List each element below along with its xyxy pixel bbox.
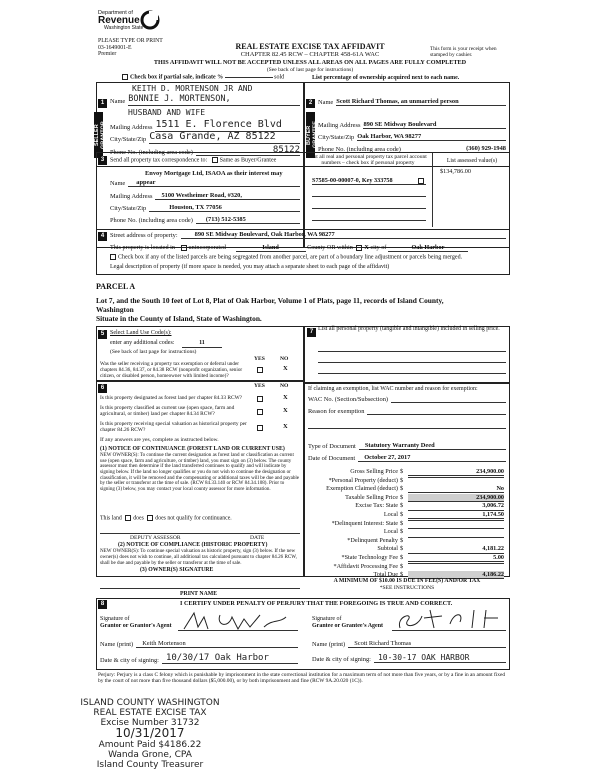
seller-city-row [110,131,300,144]
continuance-row [100,515,232,522]
street-address-label: Street address of property: [110,232,178,239]
notice1-body: NEW OWNER(S): To continue the current designation as forest land or classification as current use (open space, farm and agriculture, or timber) land, you must sign on (3) below. The county assessor must then determine if the land transferred continues to qualify and will indicate by signing below. If the land no longer qualifies or you do not wish to continue the designation or classification, it will be removed and the compensating or additional taxes will be due and payable by the seller or transferor at the time of sale. (RCW 84.33.140 or RCW 84.34.108). Prior to signing (3) below, you may contact your local county assessor for more information. [100,452,300,492]
forest-q1: Is this property designated as forest land per chapter 84.33 RCW? [100,395,243,401]
calc-value[interactable]: 234,900.00 [408,494,504,502]
calc-row [308,468,506,476]
assessed-value: $134,786.00 [440,168,471,175]
street-address-field[interactable]: 890 SE Midway Boulevard, Oak Harbor, WA 98277 [181,231,506,239]
calc-label: *Personal Property (deduct) [328,476,398,484]
calc-dollar: $ [400,511,404,518]
notice1-title: (1) NOTICE OF CONTINUANCE (FOREST LAND OR CURRENT USE) [100,446,285,452]
list-pct-note: List percentage of ownership acquired next to each name. [312,75,460,81]
section-1-number: 1 [98,99,107,108]
within-city-checkbox[interactable] [356,245,362,251]
calc-value[interactable] [408,528,504,529]
wac-label: WAC No. (Section/Subsection) [308,396,389,403]
legal-line-2: Washington [96,305,134,314]
exempt-no-mark: X [283,365,288,372]
deputy-date-label: DATE [250,535,265,541]
receipt-note: This form is your receipt when stamped by cashier. [430,46,497,59]
grantor-name-row [100,640,298,648]
minimum-note: A MINIMUM OF $10.00 IS DUE IN FEE(S) AND/OR TAX [333,578,481,584]
assessed-header: List assessed value(s) [446,158,498,164]
calc-dollar: $ [400,545,404,553]
seller-mailing-field[interactable]: 1511 E. Florence Blvd [155,119,300,132]
personal-line-1[interactable] [318,351,506,352]
calc-value[interactable] [408,537,504,538]
stamp-line-3: Excise Number 31732 [100,718,200,728]
seller-mailing-row [110,119,300,132]
seller-city-field[interactable]: Casa Grande, AZ 85122 [149,131,300,144]
dor-logo-icon [140,10,160,30]
tax-corr-phone-label: Phone No. (including area code) [110,217,193,224]
wac-field[interactable] [391,396,506,403]
grantee-name-field[interactable]: Scott Richard Thomas [348,640,506,648]
grantor-sig-label [100,616,172,630]
buyer-city-field[interactable]: Oak Harbor, WA 98277 [357,133,506,141]
calc-label: Exemption Claimed (deduct) [326,485,398,493]
form-number: 03-1649001-E [98,44,132,51]
grantee-date-row [312,653,506,663]
state-text: Washington State [104,25,144,32]
parcels-divider [432,153,433,227]
this-land-label: This land [100,515,122,522]
exempt-question: Was the seller receiving a property tax exemption or deferral under chapters 84.36, 84.37, or 84.38 RCW (nonprofit organization, senior citizen, or disabled person, homeowner with limited income)? [100,361,243,379]
stamp-line-1: ISLAND COUNTY WASHINGTON [80,698,220,708]
calc-dollar: $ [400,554,404,561]
tax-corr-label: Send all property tax correspondence to: [110,157,208,164]
tax-corr-row [110,157,276,164]
seller-label: SELLER GRANTOR [94,112,103,158]
tax-corr-city-label: City/State/Zip [110,205,147,212]
personal-line-2[interactable] [318,362,506,363]
parcel-title: PARCEL A [96,282,136,291]
form-chapter: CHAPTER 82.45 RCW – CHAPTER 458-61A WAC [240,51,380,58]
calc-dollar: $ [400,571,404,579]
deputy-line[interactable] [100,533,300,534]
buyer-phone-label: Phone No. (including area code) [318,146,401,153]
calc-value[interactable]: 234,900.00 [408,468,504,476]
reason-line-2[interactable] [308,428,506,429]
dept-text: Department of [98,10,133,16]
tax-corr-mailing-row [110,192,300,200]
stamp-line-2: REAL ESTATE EXCISE TAX [93,708,207,718]
parcel-line-4[interactable] [312,220,426,221]
calc-dollar: $ [400,519,404,527]
calc-value[interactable]: 4,181.22 [408,545,504,553]
calc-row [308,502,506,510]
calc-value[interactable] [408,477,504,478]
doc-date-field[interactable]: October 27, 2017 [358,454,506,462]
grantee-signature [394,606,506,632]
county-or-label: County OR within [307,244,353,251]
calc-label: Local [383,511,398,518]
partial-sale-row [122,74,284,81]
stamp-line-5: Amount Paid $4186.22 [98,740,202,750]
forest-no-header: NO [280,383,289,389]
calc-row [308,554,506,562]
calc-dollar: $ [400,536,404,544]
reason-row [308,408,506,415]
stamp-line-7: Island County Treasurer [96,760,204,770]
reason-label: Reason for exemption [308,408,365,415]
section-2-number: 2 [306,99,315,108]
premier-text: Premier [98,51,117,58]
forest-yes-header: YES [254,383,265,389]
grantee-date-label: Date & city of signing: [312,655,371,663]
calc-dollar: $ [400,468,404,475]
forest-q2-yes[interactable] [257,408,265,415]
calc-dollar: $ [400,528,404,536]
forest-q3: Is this property receiving special valuation as historical property per chapter 84.26 RCW? [100,421,247,434]
wac-row [308,396,506,403]
forest-q2: Is this property classified as current use (open space, farm and agricultural, or timber) land per chapter 84.34 RCW? [100,405,235,418]
located-label: This property is located in [110,244,175,251]
calc-row [308,520,506,528]
sold-label: sold [274,74,285,81]
seller-name-field[interactable]: BONNIE J. MORTENSON, [128,95,300,106]
buyer-mailing-row [318,121,506,129]
calc-value[interactable]: 1,174.50 [408,511,504,519]
calc-dollar: $ [400,485,404,493]
calc-label: Subtotal [377,545,398,553]
does-not-label: does not qualify for continuance. [155,515,232,522]
calc-dollar: $ [400,476,404,484]
grantee-sig-label [312,616,383,630]
grantee-sig-label-1: Signature of [312,616,342,622]
seller-mailing-label: Mailing Address [110,124,153,132]
grantee-name-label: Name (print) [312,641,346,648]
calc-value[interactable] [408,520,504,521]
section-5-number: 5 [98,330,107,339]
forest-if-yes: If any answers are yes, complete as instructed below. [100,437,219,443]
calc-row [308,545,506,553]
seller-phone-field[interactable]: 85122 [196,145,300,156]
personal-line-3[interactable] [318,373,506,374]
section-8-number: 8 [98,600,107,609]
section-3-number: 3 [98,156,107,165]
personal-label: List all personal property (tangible and intangible) included in selling price. [318,326,500,332]
forest-q2-no-mark: X [283,407,288,414]
grantor-name-field[interactable]: Keith Mortenson [136,640,298,648]
grantor-signature [180,609,290,633]
calc-dollar: $ [400,502,404,510]
forest-q3-yes[interactable] [257,424,265,431]
calc-value[interactable] [408,563,504,564]
parcel-line-2[interactable] [312,196,426,197]
unincorporated-label: unincorporated [188,244,226,251]
calc-value[interactable]: 5.00 [408,554,504,562]
section-7-number: 7 [307,328,316,337]
calc-value[interactable]: 4,186.22 [408,571,504,579]
calc-label: Taxable Selling Price [345,493,398,501]
buyer-name-row [318,98,506,106]
legal-line-3: Situate in the County of Island, State of Washington. [96,314,262,323]
does-label: does [133,515,144,522]
calc-row [308,511,506,519]
land-use-code-field[interactable]: 11 [182,340,222,348]
partial-sale-label: Check box if partial sale, indicate % [130,74,224,81]
buyer-mailing-label: Mailing Address [318,122,361,129]
tax-corr-city-row [110,204,300,212]
perjury-text: Perjury: Perjury is a class C felony which is punishable by imprisonment in the state correctional institution for a maximum term of not more than five years, or by a fine in an amount fixed by the court of not more than five thousand dollars ($5,000.00), or by both imprisonment and fine (RCW 9A.20.020 (1C)). [98,672,506,685]
grantee-sig-label-2: Grantee or Grantee's Agent [312,622,384,629]
grantor-date-row [100,653,298,664]
buyer-name-field[interactable]: Scott Richard Thomas, an unmarried person [336,98,506,106]
does-checkbox[interactable] [125,515,131,521]
calc-value[interactable]: No [408,485,504,493]
tax-corr-name-label: Name [110,180,126,187]
deputy-label: DEPUTY ASSESSOR [130,535,181,541]
segregation-row [110,254,462,261]
land-use-see-back: (See back of last page for instructions) [110,349,197,355]
calc-row [308,563,506,571]
stamp-line-6: Wanda Grone, CPA [108,750,192,760]
calc-row [308,477,506,485]
land-use-yes-header: YES [254,356,265,362]
parcel-pp-checkbox[interactable] [418,177,426,184]
doc-date-label: Date of Document [308,455,356,462]
owner-sig-label: (3) OWNER(S) SIGNATURE [140,567,214,573]
form-title: REAL ESTATE EXCISE TAX AFFIDAVIT [235,42,385,51]
see-instructions: *SEE INSTRUCTIONS [379,585,435,591]
grantor-date-label: Date & city of signing: [100,656,159,664]
stamp-line-4: 10/31/2017 [115,726,185,740]
forest-q1-no-mark: X [283,394,288,401]
partial-sale-pct-field[interactable] [225,77,273,78]
segregation-label: Check box if any of the listed parcels are being segregated from another parcel, are part of a boundary line adjustment or parcels being merged. [118,254,463,261]
grantor-sig-label-1: Signature of [100,616,130,622]
legal-line-1: Lot 7, and the South 10 feet of Lot 8, Plat of Oak Harbor, Volume 1 of Plats, page 11, records of Island County, [96,296,444,305]
parcel-number: S7585-00-00007-0, Key 333758 [312,177,426,185]
seller-name-label: Name [110,98,126,106]
grantor-date-field[interactable]: 10/30/17 Oak Harbor [162,653,298,664]
buyer-mailing-field[interactable]: 890 SE Midway Boulevard [363,121,506,129]
land-use-no-header: NO [280,356,289,362]
doc-type-row [308,442,506,450]
land-use-enter-label: enter any additional codes: [110,340,175,346]
unincorporated-checkbox[interactable] [181,245,187,251]
same-as-buyer-checkbox[interactable] [212,157,218,163]
calc-label: *Delinquent Interest: State [331,519,398,527]
tax-corr-name-field[interactable]: appear [128,179,300,187]
section-4-number: 4 [98,232,107,241]
personal-box [304,326,510,383]
location-row: This property is located in unincorporated Island County OR within X city of Oak Harbor [110,244,468,252]
grantee-date-field[interactable]: 10-30-17 OAK HARBOR [374,653,506,663]
buyer-label: BUYER GRANTEE [306,112,315,158]
print-name-label: PRINT NAME [180,591,218,597]
land-use-code-row [110,340,222,348]
calc-dollar: $ [400,493,404,501]
street-address-row [110,231,506,239]
exemption-label: If claiming an exemption, list WAC number and reason for exemption: [308,386,478,392]
buyer-phone-field[interactable]: (360) 929-1948 [404,145,506,153]
calc-row [308,494,506,502]
revenue-text: Revenue [98,15,140,27]
calc-row [308,537,506,545]
section-6-number: 6 [98,384,107,393]
notice2-body: NEW OWNER(S): To continue special valuation as historic property, sign (3) below. If the new owner(s) does not wish to continue, all additional tax calculated pursuant to chapter 84.26 RCW, shall be due and payable by the seller or transferor at the time of sale. [100,548,297,566]
city-field[interactable]: Oak Harbor [388,244,468,252]
tax-corr-phone-row [110,216,300,224]
does-not-checkbox[interactable] [147,515,153,521]
parcels-header: List all real and personal property tax parcel account numbers – check box if personal property [309,154,427,167]
calc-label: Gross Selling Price [350,468,398,475]
tax-corr-name-row [110,179,300,187]
calc-value[interactable]: 3,006.72 [408,502,504,510]
exempt-yes-checkbox[interactable] [257,366,265,373]
print-name-line[interactable] [100,588,300,589]
county-field[interactable]: Island [236,244,306,252]
seller-name-row [110,95,300,106]
same-as-buyer-label: Same as Buyer/Grantee [219,157,277,164]
calc-row [308,485,506,493]
calc-label: Excise Tax: State [355,502,398,510]
tax-corr-phone-field[interactable]: (713) 512-5385 [196,216,300,224]
type-print-text: PLEASE TYPE OR PRINT [98,38,163,44]
partial-sale-checkbox[interactable] [122,74,128,80]
legal-note: Legal description of property (if more space is needed, you may attach a separate sheet to each page of the affidavit) [110,264,390,270]
see-back-text: (See back of last page for instructions) [266,67,354,73]
buyer-city-row [318,133,506,141]
seller-city-label: City/State/Zip [110,136,147,144]
calc-label: *Affidavit Processing Fee [333,562,398,570]
grantor-sig-label-2: Grantor or Grantor's Agent [100,622,172,629]
calc-label: *Delinquent Penalty [347,536,398,544]
tax-corr-entity: Envoy Mortgage Ltd, ISAOA as their interest may [145,170,283,177]
doc-type-field[interactable]: Statutory Warranty Deed [359,442,506,450]
buyer-city-label: City/State/Zip [318,134,355,141]
calc-label: Local [383,528,398,536]
doc-date-row [308,454,506,462]
forest-q3-no-mark: X [283,423,288,430]
tax-corr-mailing-field[interactable]: 5100 Westheimer Road, #320, [155,192,300,200]
forest-q1-yes[interactable] [257,395,265,402]
calc-label: *State Technology Fee [341,554,398,561]
doc-type-label: Type of Document [308,443,356,450]
tax-corr-mailing-label: Mailing Address [110,193,153,200]
calc-dollar: $ [400,562,404,570]
certify-text: I CERTIFY UNDER PENALTY OF PERJURY THAT THE FOREGOING IS TRUE AND CORRECT. [180,600,453,607]
grantor-name-label: Name (print) [100,641,134,648]
calc-row [308,528,506,536]
calc-label: Total Due [373,571,398,579]
header-left [98,38,163,58]
tax-corr-city-field[interactable]: Houston, TX 77056 [149,204,300,212]
seller-phone-label: Phone No. (including area code) [110,148,193,156]
land-use-select: Select Land Use Code(s): [110,330,172,336]
city-of-label: city of [370,244,387,251]
seller-name-line3: HUSBAND AND WIFE [128,108,206,117]
buyer-name-label: Name [318,99,334,106]
parcel-line-3[interactable] [312,208,426,209]
seller-name-line1: KEITH D. MORTENSON JR AND [132,84,253,93]
reason-field[interactable] [367,408,506,415]
form-warning: THIS AFFIDAVIT WILL NOT BE ACCEPTED UNLESS ALL AREAS ON ALL PAGES ARE FULLY COMPLETED [153,59,467,66]
grantee-name-row [312,640,506,648]
segregation-checkbox[interactable] [110,254,116,260]
notice2-title: (2) NOTICE OF COMPLIANCE (HISTORIC PROPERTY) [118,542,268,548]
